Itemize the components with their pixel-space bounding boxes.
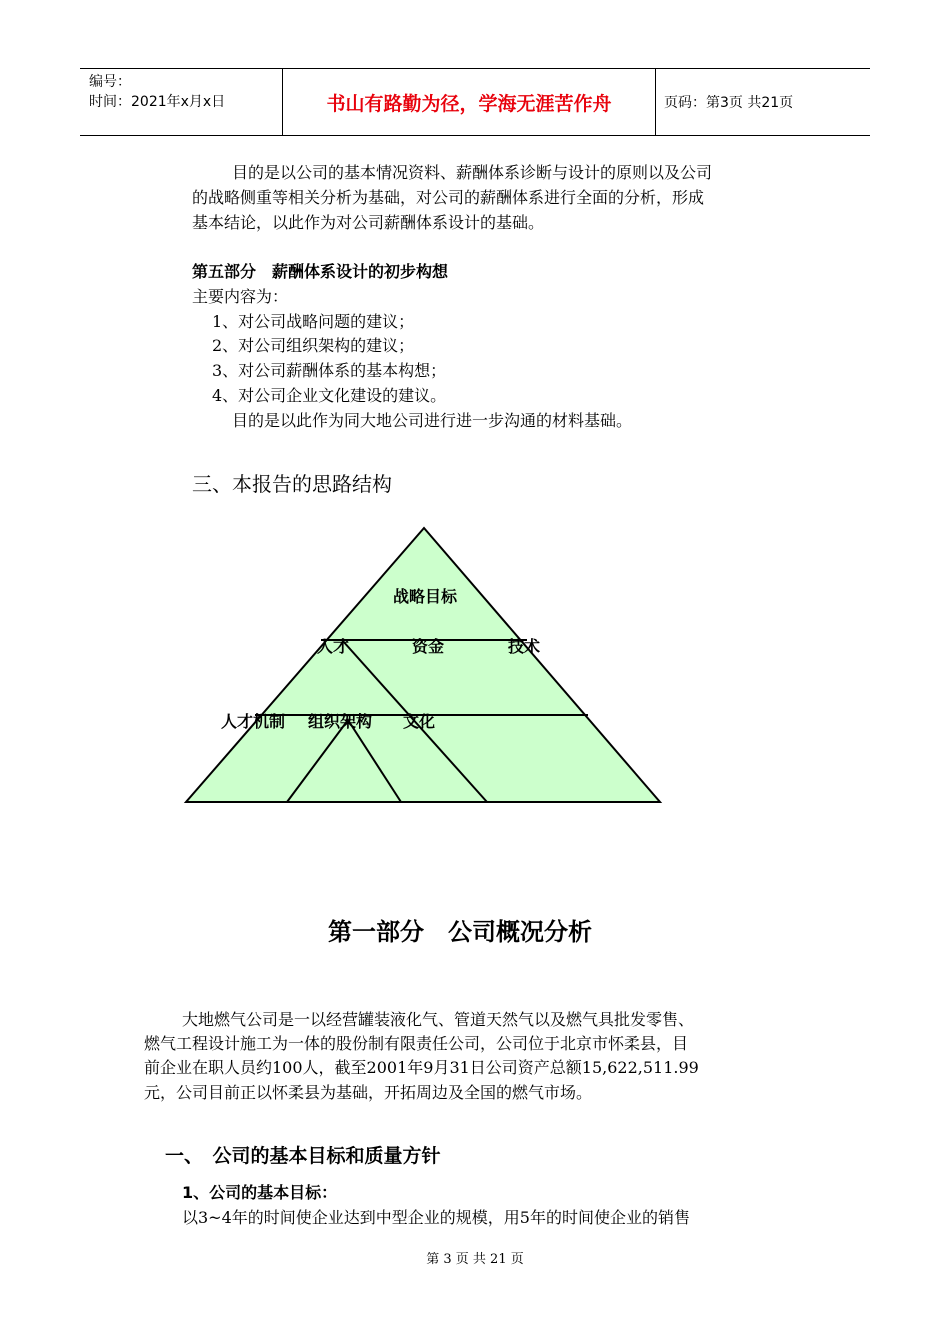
chapter1-para-line-1: 大地燃气公司是一以经营罐装液化气、管道天然气以及燃气具批发零售、 <box>182 1010 695 1029</box>
chapter1-title: 第一部分 公司概况分析 <box>328 918 592 946</box>
pyramid-label-strategic-goal: 战略目标 <box>393 587 458 606</box>
part5-item-3: 3、对公司薪酬体系的基本构想； <box>212 361 447 380</box>
pyramid-svg <box>180 520 670 810</box>
header-meta <box>80 69 282 135</box>
pyramid-shape <box>186 528 660 802</box>
pyramid-label-talent-mechanism: 人才机制 <box>221 712 286 731</box>
section3-heading: 三、本报告的思路结构 <box>192 472 392 496</box>
pyramid-label-talent: 人才 <box>317 637 350 656</box>
part5-heading: 第五部分 薪酬体系设计的初步构想 <box>192 262 449 281</box>
chapter1-para-line-2: 燃气工程设计施工为一体的股份制有限责任公司，公司位于北京市怀柔县，目 <box>144 1034 689 1053</box>
intro-line-3: 基本结论，以此作为对公司薪酬体系设计的基础。 <box>192 213 545 232</box>
pyramid-label-culture: 文化 <box>403 712 436 731</box>
page-footer: 第 3 页 共 21 页 <box>426 1252 524 1267</box>
document-time-label: 时间：2021年x月x日 <box>89 94 226 110</box>
structure-pyramid-diagram <box>180 520 670 810</box>
pyramid-label-capital: 资金 <box>412 637 445 656</box>
part5-purpose: 目的是以此作为同大地公司进行进一步沟通的材料基础。 <box>232 411 633 430</box>
chapter1-sub1-line: 以3~4年的时间使企业达到中型企业的规模，用5年的时间使企业的销售 <box>182 1208 690 1227</box>
pyramid-label-org-structure: 组织架构 <box>308 712 373 731</box>
header-motto-cell <box>282 69 656 135</box>
part5-item-1: 1、对公司战略问题的建议； <box>212 312 415 331</box>
header-motto: 书山有路勤为径，学海无涯苦作舟 <box>326 92 612 115</box>
document-header <box>80 68 870 136</box>
part5-item-4: 4、对公司企业文化建设的建议。 <box>212 386 447 405</box>
intro-line-1: 目的是以公司的基本情况资料、薪酬体系诊断与设计的原则以及公司 <box>232 163 713 182</box>
document-number-label: 编号： <box>89 74 131 90</box>
chapter1-sub1-heading: 1、公司的基本目标： <box>182 1183 338 1202</box>
part5-item-2: 2、对公司组织架构的建议； <box>212 336 415 355</box>
intro-line-2: 的战略侧重等相关分析为基础，对公司的薪酬体系进行全面的分析，形成 <box>192 188 705 207</box>
part5-intro: 主要内容为： <box>192 287 289 306</box>
pyramid-label-technology: 技术 <box>508 637 541 656</box>
chapter1-para-line-4: 元，公司目前正以怀柔县为基础，开拓周边及全国的燃气市场。 <box>144 1083 593 1102</box>
chapter1-para-line-3: 前企业在职人员约100人，截至2001年9月31日公司资产总额15,622,511.99 <box>144 1058 699 1077</box>
chapter1-section1-heading: 一、 公司的基本目标和质量方针 <box>165 1145 441 1167</box>
header-page-info: 页码：第3页 共21页 <box>664 95 794 111</box>
